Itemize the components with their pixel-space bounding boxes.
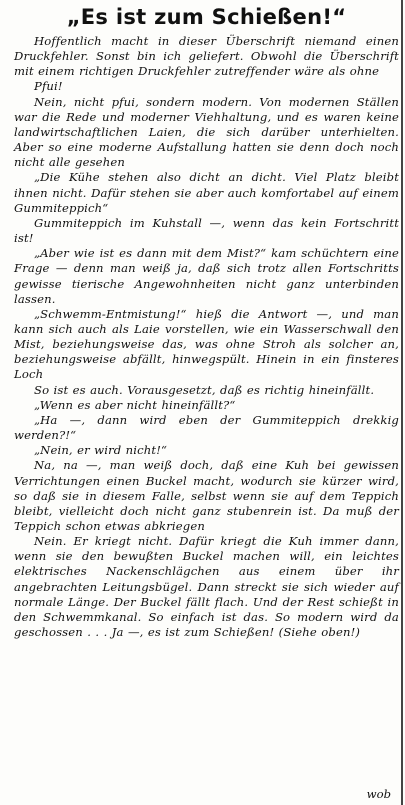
paragraph-dirty-carpet: „Ha —, dann wird eben der Gummiteppich drekkig werden?!“	[14, 412, 399, 443]
paragraph-manure-question: „Aber wie ist es dann mit dem Mist?“ kam schüchtern eine Frage — denn man weiß ja, daß sich trotz allen Fortschritts gewisse tierische Angewohnheiten nicht ganz unterbinden lassen.	[14, 246, 399, 306]
paragraph-flush-answer: „Schwemm-Entmistung!“ hieß die Antwort —, und man kann sich auch als Laie vorstellen, wie ein Wasserschwall den Mist, beziehungsweise das, was ohne Stroh als solcher an, beziehungsweise abfällt, hinwegspült. Hinein in ein finsteres Loch	[14, 306, 399, 382]
paragraph-intro: Hoffentlich macht in dieser Überschrift niemand einen Druckfehler. Sonst bin ich geliefert. Obwohl die Überschrift mit einem richtigen Druckfehler zutreffender wäre als ohne	[14, 34, 399, 79]
paragraph-modern-stalls: Nein, nicht pfui, sondern modern. Von modernen Ställen war die Rede und moderner Viehhaltung, und es waren keine landwirtschaftlichen Laien, die sich darüber unterhielten. Aber so eine moderne Aufstallung hatten sie denn doch noch nicht alle gesehen	[14, 94, 399, 170]
paragraph-pfui: Pfui!	[34, 79, 63, 94]
headline: „Es ist zum Schießen!“	[66, 5, 347, 29]
paragraph-no-it-wont: „Nein, er wird nicht!“	[34, 443, 168, 458]
column-rule	[401, 0, 403, 805]
paragraph-hump: Na, na —, man weiß doch, daß eine Kuh bei gewissen Verrichtungen einen Buckel macht, wodurch sie kürzer wird, so daß sie in diesem Falle, selbst wenn sie auf dem Teppich bleibt, vielleicht doch nicht ganz stubenrein ist. Da muß der Teppich schon etwas abkriegen	[14, 458, 399, 533]
paragraph-what-if: „Wenn es aber nicht hineinfällt?“	[34, 397, 236, 412]
paragraph-cows-quote: „Die Kühe stehen also dicht an dicht. Viel Platz bleibt ihnen nicht. Dafür stehen sie aber auch komfortabel auf einem Gummiteppich“	[14, 170, 399, 215]
paragraph-rubber-carpet: Gummiteppich im Kuhstall —, wenn das kein Fortschritt ist!	[14, 215, 399, 246]
article-body	[14, 34, 399, 640]
paragraph-so-it-is: So ist es auch. Vorausgesetzt, daß es richtig hineinfällt.	[34, 382, 375, 397]
paragraph-electric-shock: Nein. Er kriegt nicht. Dafür kriegt die Kuh immer dann, wenn sie den bewußten Buckel machen will, ein leichtes elektrisches Nackenschlägchen aus einem über ihr angebrachten Leitungsbügel. Dann streckt sie sich wieder auf normale Länge. Der Buckel fällt flach. Und der Rest schießt in den Schwemmkanal. So einfach ist das. So modern wird da geschossen . . . Ja —, es ist zum Schießen! (Siehe oben!)	[14, 534, 399, 640]
author-signature: wob	[366, 787, 391, 801]
